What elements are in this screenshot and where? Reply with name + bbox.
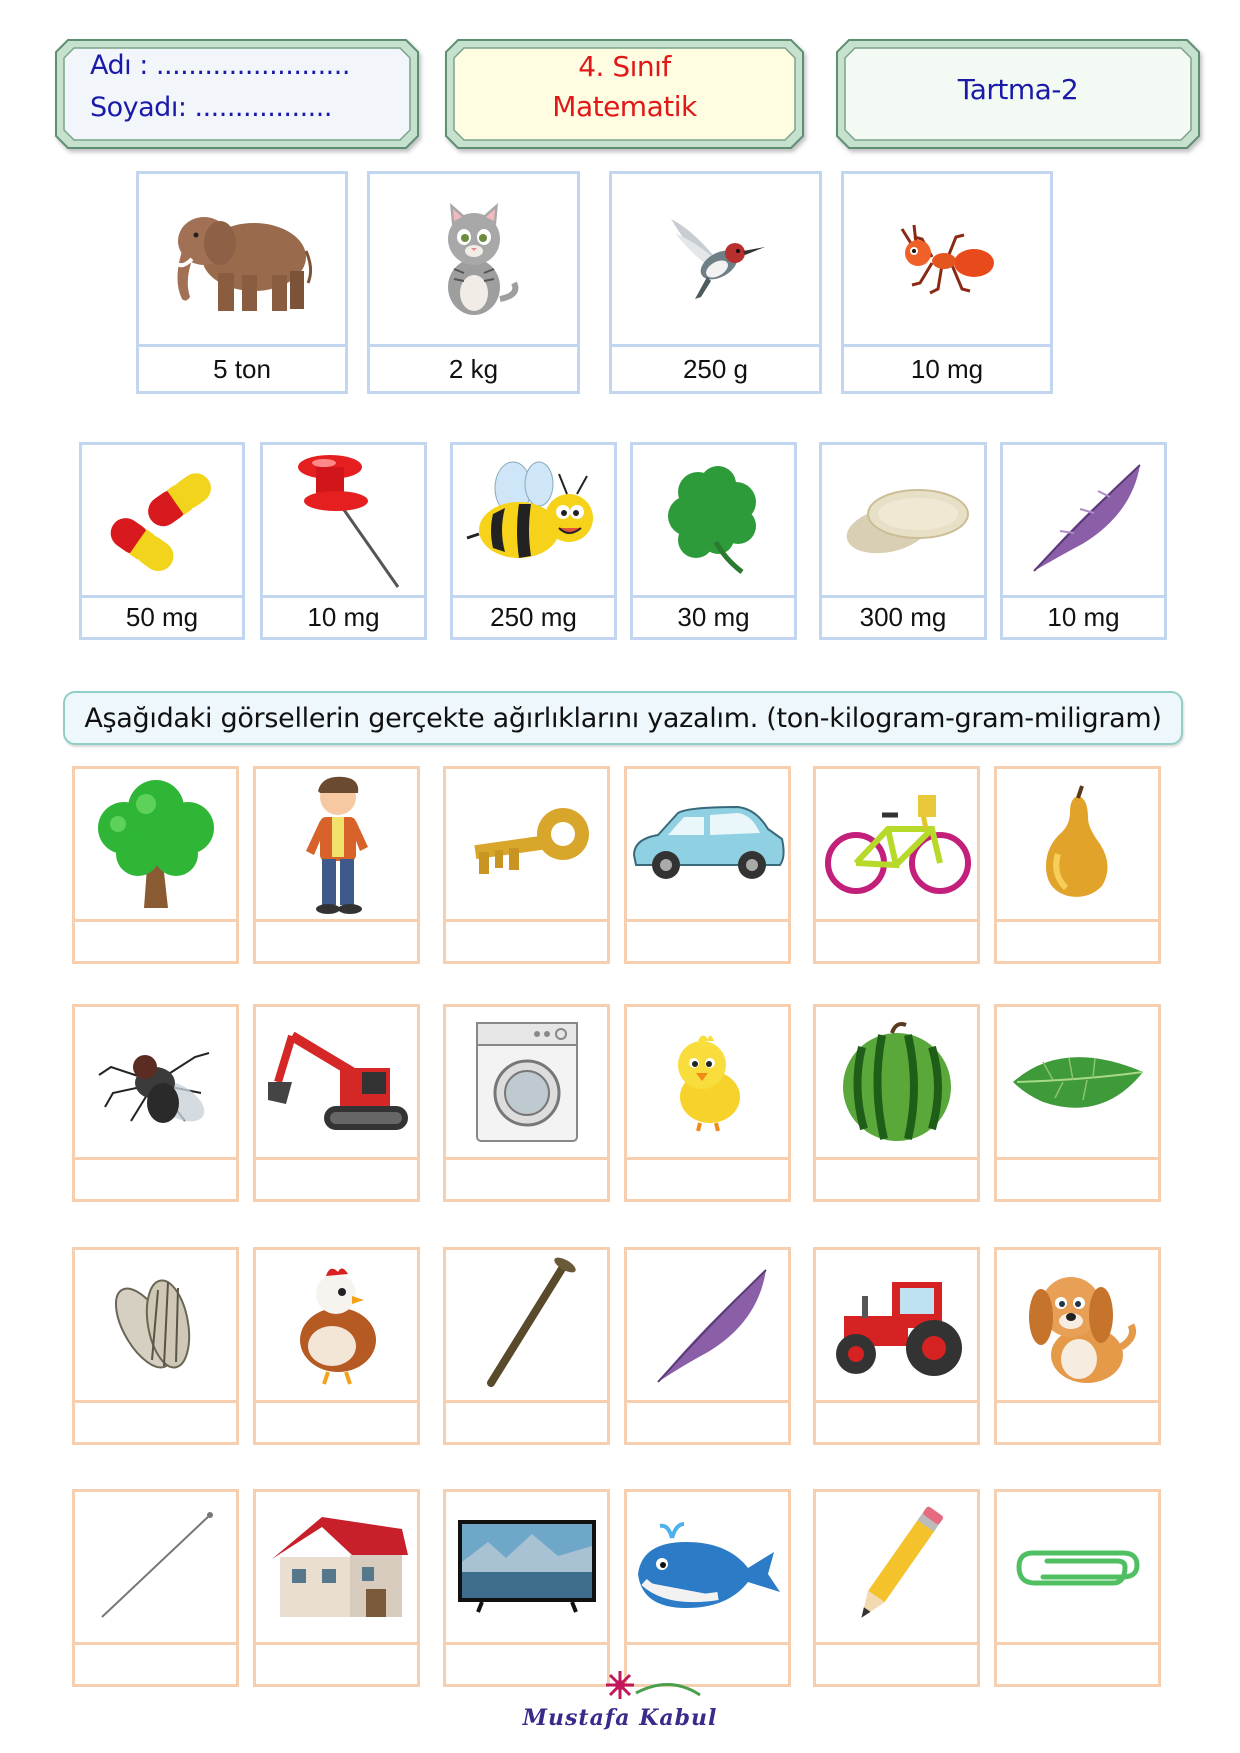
weight-label: 250 mg — [450, 595, 617, 640]
task-card-pencil — [813, 1489, 980, 1687]
example-card-feather — [1000, 442, 1167, 640]
example-card-bee — [450, 442, 617, 640]
name-label: Adı : — [90, 50, 148, 81]
task-card-car — [624, 766, 791, 964]
sunflower-seed-icon — [75, 1250, 236, 1400]
task-card-house — [253, 1489, 420, 1687]
task-card-excavator — [253, 1004, 420, 1202]
flower-logo-icon — [500, 1665, 740, 1709]
washing-machine-icon — [446, 1007, 607, 1157]
weight-label: 5 ton — [136, 344, 348, 394]
task-card-hen — [253, 1247, 420, 1445]
answer-box[interactable] — [624, 1157, 791, 1202]
task-card-tree — [72, 766, 239, 964]
weight-label: 2 kg — [367, 344, 580, 394]
task-card-sunflower-seed — [72, 1247, 239, 1445]
hen-icon — [256, 1250, 417, 1400]
weight-label: 250 g — [609, 344, 822, 394]
class-plaque — [442, 36, 807, 152]
example-card-ant — [841, 171, 1053, 394]
instruction-banner: Aşağıdaki görsellerin gerçekte ağırlıklarını yazalım. (ton-kilogram-gram-miligram) — [63, 691, 1183, 745]
watermelon-icon — [816, 1007, 977, 1157]
push-pin-icon — [263, 445, 424, 591]
hummingbird-icon — [612, 174, 819, 344]
surname-label: Soyadı: — [90, 92, 187, 123]
answer-box[interactable] — [72, 919, 239, 964]
author-signature — [500, 1665, 740, 1745]
television-icon — [446, 1492, 607, 1642]
weight-label: 10 mg — [841, 344, 1053, 394]
answer-box[interactable] — [443, 919, 610, 964]
pear-icon — [997, 769, 1158, 919]
answer-box[interactable] — [813, 1642, 980, 1687]
example-card-elephant — [136, 171, 348, 394]
grade-label: 4. Sınıf — [578, 50, 671, 83]
task-card-bicycle — [813, 766, 980, 964]
task-card-whale — [624, 1489, 791, 1687]
answer-box[interactable] — [253, 1157, 420, 1202]
name-plaque — [52, 36, 422, 152]
example-card-pill — [79, 442, 245, 640]
leaf-icon — [997, 1007, 1158, 1157]
answer-box[interactable] — [72, 1642, 239, 1687]
task-card-washing-machine — [443, 1004, 610, 1202]
answer-box[interactable] — [994, 1157, 1161, 1202]
bee-icon — [453, 445, 614, 591]
task-card-paper-clip — [994, 1489, 1161, 1687]
answer-box[interactable] — [443, 1400, 610, 1445]
answer-box[interactable] — [813, 1400, 980, 1445]
key-icon — [446, 769, 607, 919]
answer-box[interactable] — [253, 1400, 420, 1445]
task-card-pear — [994, 766, 1161, 964]
answer-box[interactable] — [813, 919, 980, 964]
bicycle-icon — [816, 769, 977, 919]
task-card-television — [443, 1489, 610, 1687]
task-card-feather — [624, 1247, 791, 1445]
weight-label: 10 mg — [260, 595, 427, 640]
topic-label: Tartma-2 — [957, 73, 1079, 106]
answer-box[interactable] — [72, 1157, 239, 1202]
elephant-icon — [139, 174, 345, 344]
feather-icon — [1003, 445, 1164, 591]
topic-plaque — [833, 36, 1203, 152]
name-field[interactable]: ........................ — [155, 50, 350, 81]
tree-icon — [75, 769, 236, 919]
example-card-bird — [609, 171, 822, 394]
example-card-cat — [367, 171, 580, 394]
task-card-key — [443, 766, 610, 964]
task-card-puppy — [994, 1247, 1161, 1445]
nail-icon — [446, 1250, 607, 1400]
weight-label: 300 mg — [819, 595, 987, 640]
signature-text: Mustafa Kabul — [522, 1705, 718, 1731]
task-card-leaf — [994, 1004, 1161, 1202]
fly-icon — [75, 1007, 236, 1157]
needle-icon — [75, 1492, 236, 1642]
task-card-needle — [72, 1489, 239, 1687]
excavator-icon — [256, 1007, 417, 1157]
task-card-fly — [72, 1004, 239, 1202]
answer-box[interactable] — [994, 1400, 1161, 1445]
subject-label: Matematik — [552, 90, 697, 123]
whale-icon — [627, 1492, 788, 1642]
example-card-seed — [819, 442, 987, 640]
clover-icon — [633, 445, 794, 591]
answer-box[interactable] — [813, 1157, 980, 1202]
task-card-chick — [624, 1004, 791, 1202]
ant-icon — [844, 174, 1050, 344]
chick-icon — [627, 1007, 788, 1157]
task-card-nail — [443, 1247, 610, 1445]
example-card-clover — [630, 442, 797, 640]
pill-capsule-icon — [82, 445, 242, 591]
answer-box[interactable] — [624, 919, 791, 964]
puppy-icon — [997, 1250, 1158, 1400]
cat-icon — [370, 174, 577, 344]
task-card-watermelon — [813, 1004, 980, 1202]
car-icon — [627, 769, 788, 919]
pencil-icon — [816, 1492, 977, 1642]
answer-box[interactable] — [994, 1642, 1161, 1687]
answer-box[interactable] — [253, 919, 420, 964]
answer-box[interactable] — [72, 1400, 239, 1445]
example-card-pin — [260, 442, 427, 640]
weight-label: 10 mg — [1000, 595, 1167, 640]
paper-clip-icon — [997, 1492, 1158, 1642]
answer-box[interactable] — [624, 1400, 791, 1445]
task-card-tractor — [813, 1247, 980, 1445]
task-card-boy — [253, 766, 420, 964]
weight-label: 50 mg — [79, 595, 245, 640]
tractor-icon — [816, 1250, 977, 1400]
answer-box[interactable] — [253, 1642, 420, 1687]
feather-icon — [627, 1250, 788, 1400]
boy-icon — [256, 769, 417, 919]
house-icon — [256, 1492, 417, 1642]
weight-label: 30 mg — [630, 595, 797, 640]
pumpkin-seed-icon — [822, 445, 984, 591]
surname-field[interactable]: ................. — [194, 92, 332, 123]
answer-box[interactable] — [994, 919, 1161, 964]
answer-box[interactable] — [443, 1157, 610, 1202]
